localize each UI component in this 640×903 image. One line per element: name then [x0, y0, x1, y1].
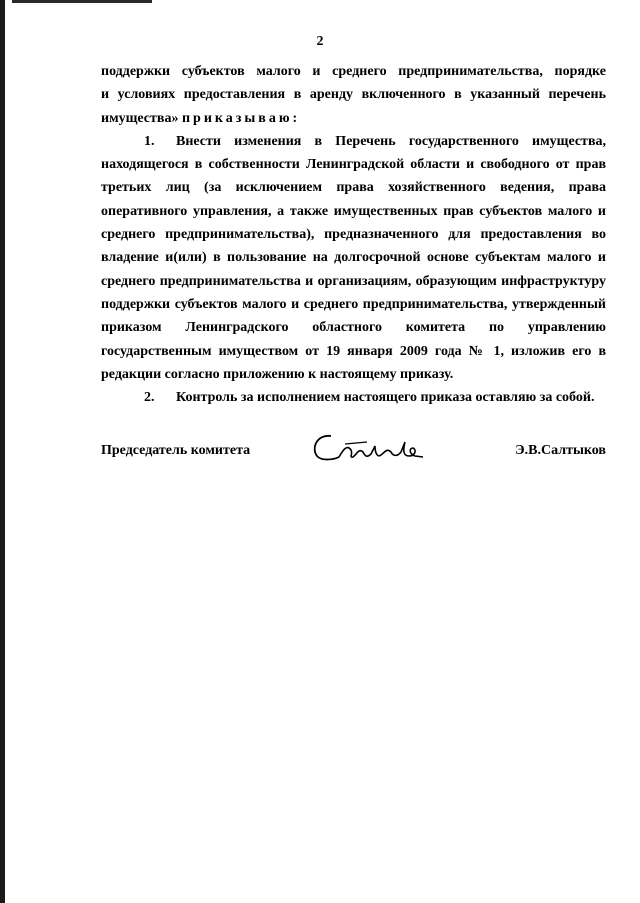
- intro-line-1: поддержки субъектов малого и среднего предпринимательства, порядке: [101, 64, 606, 79]
- item-2: [101, 386, 606, 409]
- order-word: приказываю:: [181, 110, 301, 126]
- signature-block: [101, 440, 606, 480]
- scan-border-top: [12, 0, 152, 3]
- handwritten-signature: [309, 430, 429, 470]
- item-2-number: 2.: [144, 390, 155, 406]
- item-1-text: Внести изменения в Перечень государственного имущества, находящегося в собственности Ленинградской области и свободного от прав третьих лиц (за исключением права хозяйственного ведения, права оперативного управления, а также имущественных прав субъектов малого и среднего предпринимательства), предназначенного для предоставления во владение и(или) в пользование на долгосрочной основе субъектам малого и среднего предпринимательства и организациям, образующим инфраструктуру поддержки субъектов малого и среднего предпринимательства, утвержденный приказом Ленинградского областного комитета по управлению государственным имуществом от 19 января 2009 года № 1, изложив его в редакции согласно приложению к настоящему приказу.: [101, 133, 606, 382]
- intro-line-3: [101, 107, 606, 130]
- item-2-text: Контроль за исполнением настоящего приказа оставляю за собой.: [176, 390, 595, 406]
- page-number: 2: [316, 34, 324, 49]
- intro-line-3-text: имущества»: [101, 110, 179, 126]
- item-1-number: 1.: [144, 133, 155, 149]
- intro-line-2: и условиях предоставления в аренду включенного в указанный перечень: [101, 87, 606, 103]
- scan-border-left: [0, 0, 5, 903]
- signatory-title: Председатель комитета: [101, 443, 251, 458]
- signatory-name: Э.В.Салтыков: [515, 443, 606, 458]
- document-body: [101, 60, 606, 409]
- item-1: [101, 130, 606, 386]
